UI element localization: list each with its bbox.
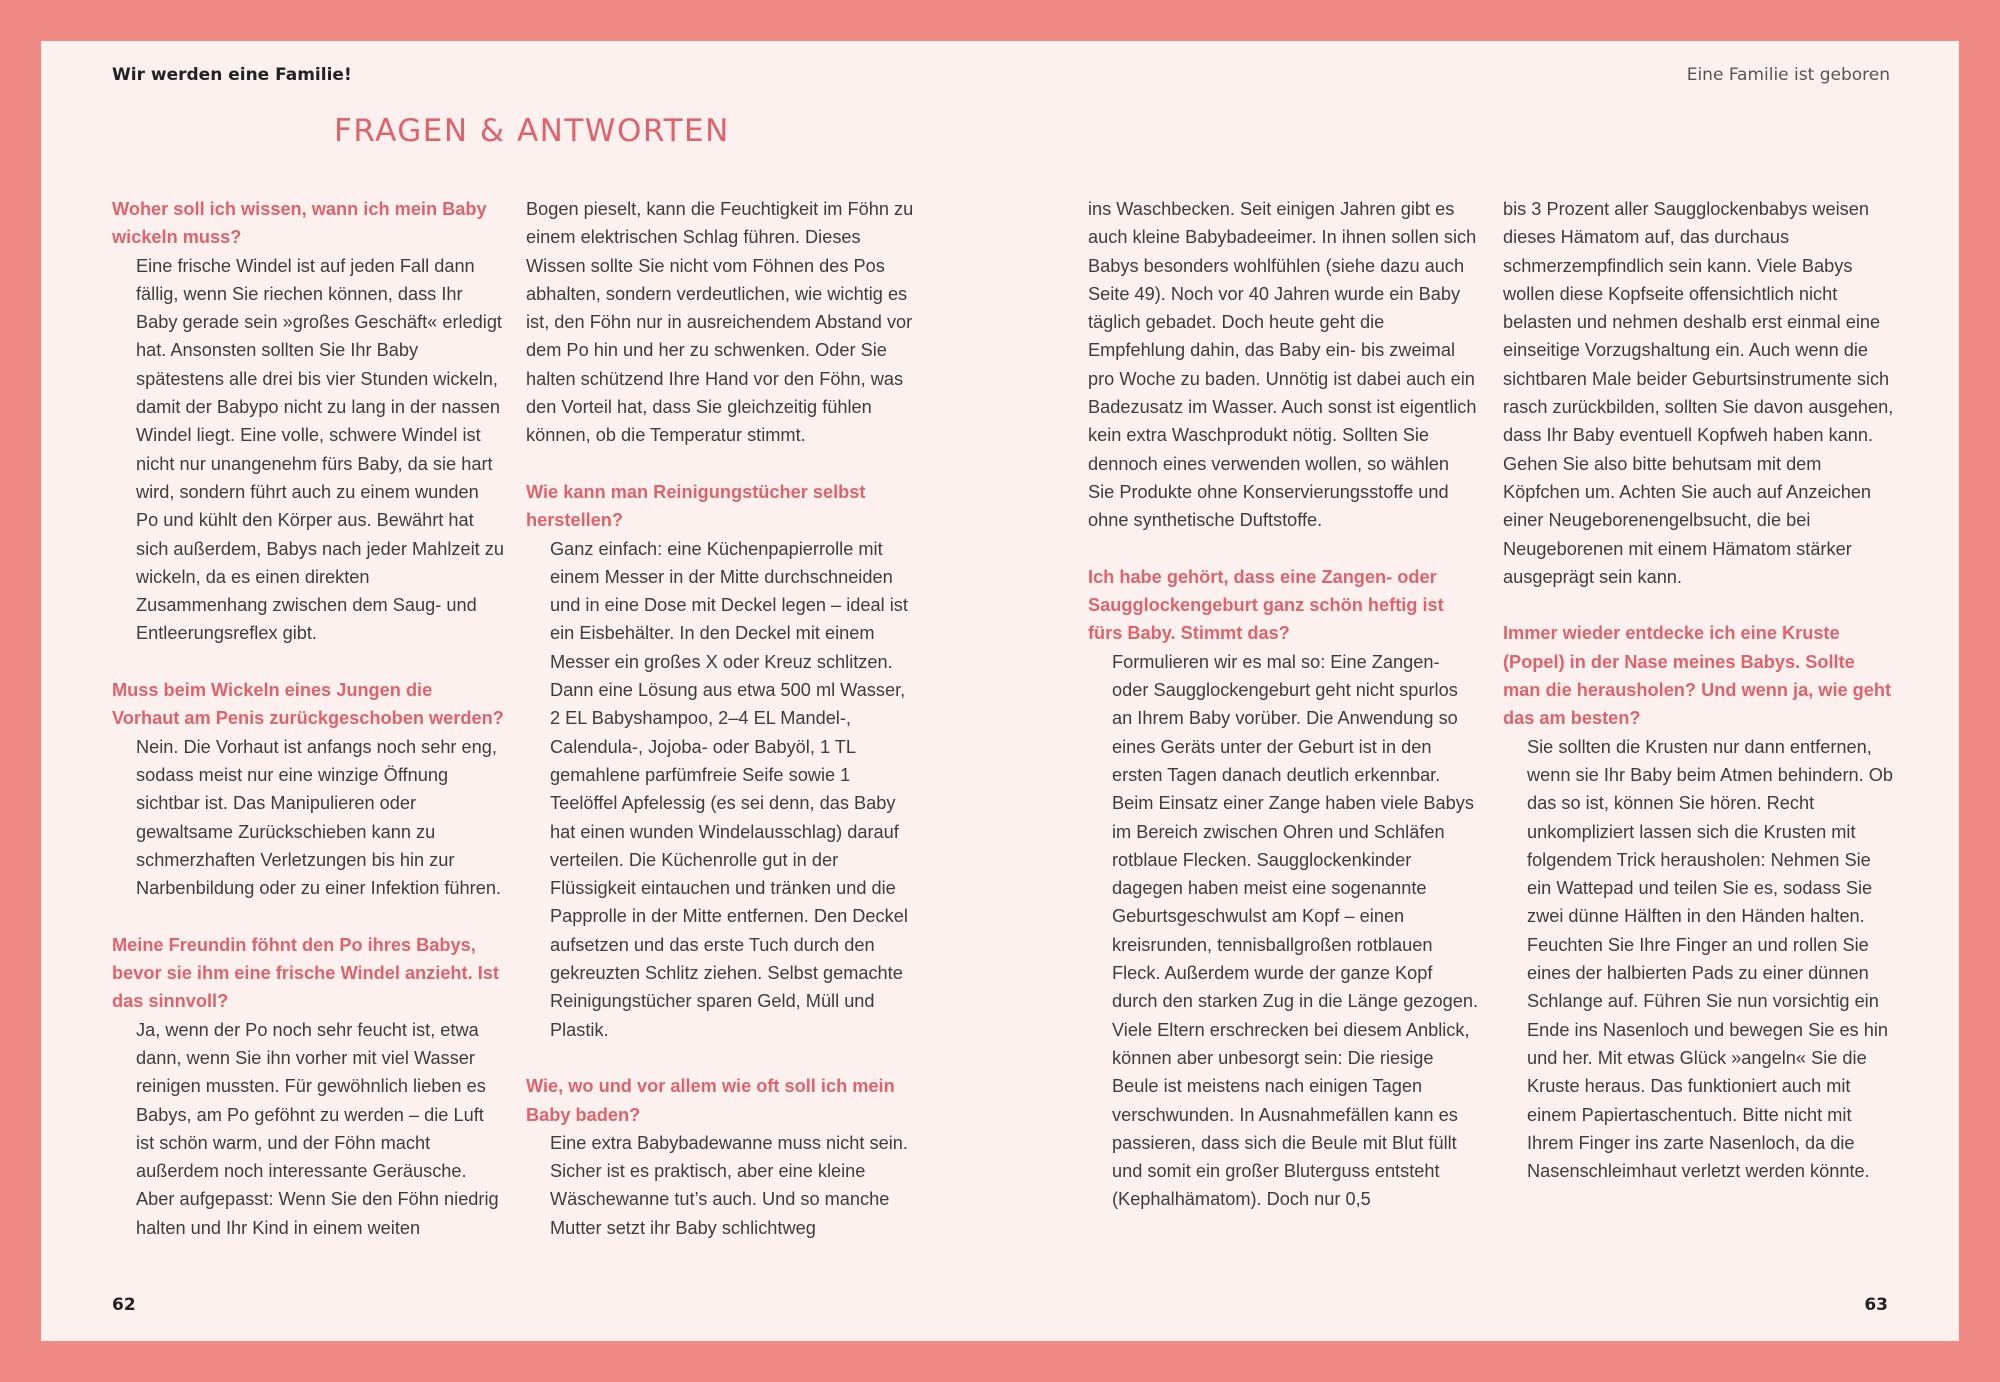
- paragraph-gap: [526, 450, 918, 478]
- question-heading: Wie kann man Reinigungstücher selbst herstellen?: [526, 481, 866, 531]
- running-head-right: Eine Familie ist geboren: [1686, 65, 1890, 85]
- text-column-4: [1503, 195, 1895, 1185]
- continued-paragraph: ins Waschbecken. Seit einigen Jahren gibt es auch kleine Babybadeeimer. In ihnen sollen sich Babys besonders wohlfühlen (siehe dazu auch Seite 49). Noch vor 40 Jahren wurde ein Baby täglich gebadet. Doch heute geht die Empfehlung dahin, das Baby ein- bis zweimal pro Woche zu baden. Unnötig ist dabei auch ein Badezusatz im Wasser. Auch sonst ist eigentlich kein extra Waschprodukt nötig. Sollten Sie dennoch eines verwenden wollen, so wählen Sie Produkte ohne Konservierungsstoffe und ohne synthetische Duftstoffe.: [1088, 199, 1477, 531]
- paragraph-gap: [1503, 591, 1895, 619]
- page-number-right: 63: [1864, 1295, 1888, 1315]
- answer-paragraph: Nein. Die Vorhaut ist anfangs noch sehr eng, sodass meist nur eine winzige Öffnung sichtbar ist. Das Manipulieren oder gewaltsame Zurückschieben kann zu schmerzhaften Verletzungen bis hin zur Narbenbildung oder zu einer Infektion führen.: [136, 736, 502, 899]
- running-head-left: Wir werden eine Familie!: [112, 65, 352, 85]
- question-heading: Meine Freundin föhnt den Po ihres Babys, bevor sie ihm eine frische Windel anzieht. Ist das sinnvoll?: [112, 934, 499, 1012]
- question-heading: Ich habe gehört, dass eine Zangen- oder Saugglockengeburt ganz schön heftig ist fürs Baby. Stimmt das?: [1088, 566, 1444, 644]
- page-number-left: 62: [112, 1295, 136, 1315]
- answer-paragraph: Eine frische Windel ist auf jeden Fall dann fällig, wenn Sie riechen können, dass Ihr Baby gerade sein »großes Geschäft« erledigt hat. Ansonsten sollten Sie Ihr Baby spätestens alle drei bis vier Stunden wickeln, damit der Babypo nicht zu lang in der nassen Windel liegt. Eine volle, schwere Windel ist nicht nur unangenehm fürs Baby, da sie hart wird, sondern führt auch zu einem wunden Po und kühlt den Körper aus. Bewährt hat sich außerdem, Babys nach jeder Mahlzeit zu wickeln, da es einen direkten Zusammenhang zwischen dem Saug- und Entleerungsreflex gibt.: [136, 255, 504, 644]
- text-column-2: [526, 195, 918, 1242]
- question-heading: Wie, wo und vor allem wie oft soll ich mein Baby baden?: [526, 1076, 895, 1125]
- answer-paragraph: Sie sollten die Krusten nur dann entfernen, wenn sie Ihr Baby beim Atmen behindern. Ob das so ist, können Sie hören. Recht unkompliziert lassen sich die Krusten mit folgendem Trick herausholen: Nehmen Sie ein Wattepad und teilen Sie es, sodass Sie zwei dünne Hälften in den Händen halten. Feuchten Sie Ihre Finger an und rollen Sie eines der halbierten Pads zu einer dünnen Schlange auf. Führen Sie nun vorsichtig ein Ende ins Nasenloch und bewegen Sie es hin und her. Mit etwas Glück »angeln« Sie die Kruste heraus. Das funktioniert auch mit einem Papiertaschentuch. Bitte nicht mit Ihrem Finger ins zarte Nasenloch, da die Nasenschleimhaut verletzt werden könnte.: [1527, 736, 1893, 1182]
- text-column-1: [112, 195, 504, 1242]
- paragraph-gap: [1088, 535, 1480, 563]
- answer-paragraph: Ja, wenn der Po noch sehr feucht ist, etwa dann, wenn Sie ihn vorher mit viel Wasser reinigen mussten. Für gewöhnlich lieben es Babys, am Po geföhnt zu werden – die Luft ist schön warm, und der Föhn macht außerdem noch interessante Geräusche. Aber aufgepasst: Wenn Sie den Föhn niedrig halten und Ihr Kind in einem weiten: [136, 1019, 499, 1238]
- answer-paragraph: Ganz einfach: eine Küchenpapierrolle mit einem Messer in der Mitte durchschneiden und in eine Dose mit Deckel legen – ideal ist ein Eisbehälter. In den Deckel mit einem Messer ein großes X oder Kreuz schlitzen. Dann eine Lösung aus etwa 500 ml Wasser, 2 EL Babyshampoo, 2–4 EL Mandel-, Calendula-, Jojoba- oder Babyöl, 1 TL gemahlene parfümfreie Seife sowie 1 Teelöffel Apfelessig (es sei denn, das Baby hat einen wunden Windelausschlag) darauf verteilen. Die Küchenrolle gut in der Flüssigkeit eintauchen und tränken und die Papprolle in der Mitte entfernen. Den Deckel aufsetzen und das erste Tuch durch den gekreuzten Schlitz ziehen. Selbst gemachte Reinigungstücher sparen Geld, Müll und Plastik.: [550, 538, 908, 1040]
- continued-paragraph: bis 3 Prozent aller Saugglockenbabys weisen dieses Hämatom auf, das durchaus schmerzempfindlich sein kann. Viele Babys wollen diese Kopfseite offensichtlich nicht belasten und nehmen deshalb erst einmal eine einseitige Vorzugshaltung ein. Auch wenn die sichtbaren Male beider Geburtsinstrumente sich rasch zurückbilden, sollten Sie davon ausgehen, dass Ihr Baby eventuell Kopfweh haben kann. Gehen Sie also bitte behutsam mit dem Köpfchen um. Achten Sie auch auf Anzeichen einer Neugeborenengelbsucht, die bei Neugeborenen mit einem Hämatom stärker ausgeprägt sein kann.: [1503, 199, 1894, 587]
- answer-paragraph: Eine extra Babybadewanne muss nicht sein. Sicher ist es praktisch, aber eine kleine Wäschewanne tut’s auch. Und so manche Mutter setzt ihr Baby schlichtweg: [550, 1132, 908, 1238]
- question-heading: Woher soll ich wissen, wann ich mein Baby wickeln muss?: [112, 199, 487, 248]
- paragraph-gap: [112, 648, 504, 676]
- continued-paragraph: Bogen pieselt, kann die Feuchtigkeit im Föhn zu einem elektrischen Schlag führen. Dieses Wissen sollte Sie nicht vom Föhnen des Pos abhalten, sondern verdeutlichen, wie wichtig es ist, den Föhn nur in ausreichendem Abstand vor dem Po hin und her zu schwenken. Oder Sie halten schützend Ihre Hand vor den Föhn, was den Vorteil hat, dass Sie gleichzeitig fühlen können, ob die Temperatur stimmt.: [526, 199, 914, 446]
- answer-paragraph: Formulieren wir es mal so: Eine Zangen- oder Saugglockengeburt geht nicht spurlos an Ihrem Baby vorüber. Die Anwendung so eines Geräts unter der Geburt ist in den ersten Tagen danach deutlich erkennbar. Beim Einsatz einer Zange haben viele Babys im Bereich zwischen Ohren und Schläfen rotblaue Flecken. Saugglockenkinder dagegen haben meist eine sogenannte Geburtsgeschwulst am Kopf – einen kreisrunden, tennisballgroßen rotblauen Fleck. Außerdem wurde der ganze Kopf durch den starken Zug in die Länge gezogen. Viele Eltern erschrecken bei diesem Anblick, können aber unbesorgt sein: Die riesige Beule ist meistens nach einigen Tagen verschwunden. In Ausnahmefällen kann es passieren, dass sich die Beule mit Blut füllt und somit ein großer Bluterguss entsteht (Kephalhämatom). Doch nur 0,5: [1112, 651, 1479, 1210]
- section-title: FRAGEN & ANTWORTEN: [334, 113, 730, 149]
- question-heading: Muss beim Wickeln eines Jungen die Vorhaut am Penis zurückgeschoben werden?: [112, 680, 504, 729]
- text-column-3: [1088, 195, 1480, 1214]
- paragraph-gap: [526, 1044, 918, 1072]
- book-spread: [41, 41, 1959, 1341]
- question-heading: Immer wieder entdecke ich eine Kruste (Popel) in der Nase meines Babys. Sollte man die herausholen? Und wenn ja, wie geht das am besten?: [1503, 623, 1892, 729]
- paragraph-gap: [112, 902, 504, 930]
